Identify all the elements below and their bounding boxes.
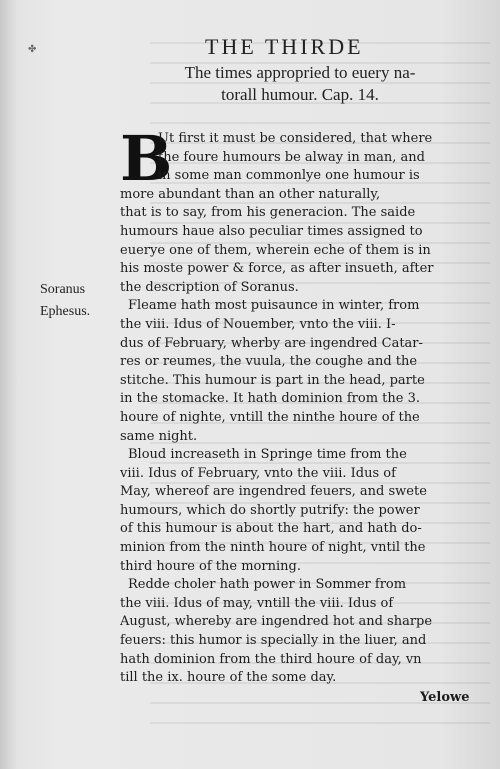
running-head: THE THIRDE xyxy=(205,34,364,59)
text-line: till the ix. houre of the some day. xyxy=(120,670,337,686)
text-line: Redde choler hath power in Sommer from xyxy=(128,577,407,593)
chapter-title-line-2: torall humour. Cap. 14. xyxy=(221,85,379,104)
text-line: the viii. Idus of Nouember, vnto the viii. I- xyxy=(120,316,396,332)
text-line: more abundant than an other naturally, xyxy=(120,186,381,202)
drop-cap: B xyxy=(120,122,173,195)
chapter-body xyxy=(120,122,486,688)
text-line: May, whereof are ingendred feuers, and swete xyxy=(120,484,427,500)
margin-note-line-2: Ephesus. xyxy=(40,304,91,319)
catchword: Yelowe xyxy=(420,690,470,705)
text-line: the viii. Idus of may, vntill the viii. Idus of xyxy=(120,595,394,611)
text-line: dus of February, wherby are ingendred Catar- xyxy=(120,335,423,351)
text-line: the foure humours be alway in man, and xyxy=(158,149,425,165)
chapter-title xyxy=(150,62,450,106)
text-line: August, whereby are ingendred hot and sharpe xyxy=(120,614,433,630)
text-line: same night. xyxy=(120,428,198,444)
text-line: viii. Idus of February, vnto the viii. Idus of xyxy=(120,465,396,481)
text-line: in some man commonlye one humour is xyxy=(158,168,420,184)
text-line: feuers: this humor is specially in the liuer, and xyxy=(120,633,427,649)
text-line: Fleame hath most puisaunce in winter, from xyxy=(128,298,420,314)
text-line: that is to say, from his generacion. The saide xyxy=(120,205,416,221)
text-line: minion from the ninth houre of night, vntil the xyxy=(120,540,426,556)
chapter-title-line-1: The times appropried to euery na- xyxy=(184,63,416,82)
text-line: houre of nighte, vntill the ninthe houre of the xyxy=(120,409,420,425)
text-line: humours, which do shortly putrify: the power xyxy=(120,502,420,518)
text-line: Bloud increaseth in Springe time from the xyxy=(128,447,407,463)
text-line: hath dominion from the third houre of day, vn xyxy=(120,651,422,667)
text-line: humours haue also peculiar times assigned to xyxy=(120,223,423,239)
margin-note-line-1: Soranus xyxy=(40,282,86,297)
text-line: Ut first it must be considered, that where xyxy=(158,131,433,146)
text-line: third houre of the morning. xyxy=(120,558,301,574)
text-line: stitche. This humour is part in the head, parte xyxy=(120,372,425,388)
text-line: res or reumes, the vuula, the coughe and the xyxy=(120,354,418,370)
text-line: euerye one of them, wherein eche of them is in xyxy=(120,242,431,258)
page-mark: ✤ xyxy=(28,44,37,55)
text-line: the description of Soranus. xyxy=(120,279,299,295)
margin-note xyxy=(40,279,120,323)
text-line: his moste power & force, as after insueth, after xyxy=(120,261,434,277)
text-line: in the stomacke. It hath dominion from the 3. xyxy=(120,391,420,407)
text-line: of this humour is about the hart, and hath do- xyxy=(120,521,422,537)
